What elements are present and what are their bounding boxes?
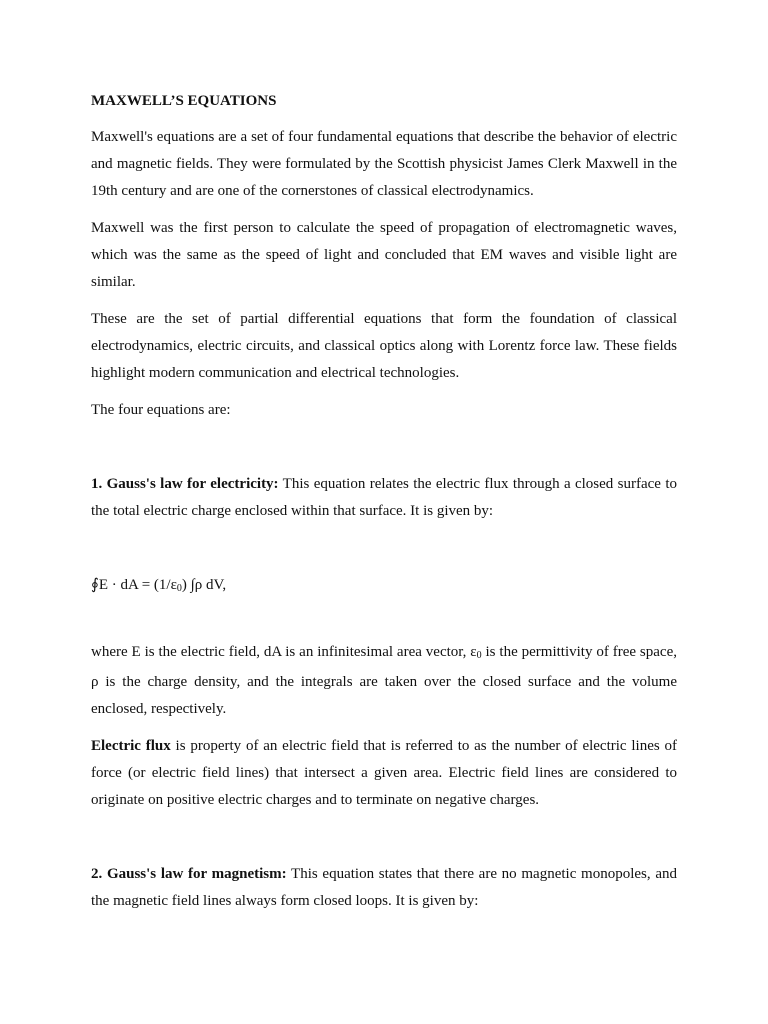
- spacer: [91, 535, 677, 572]
- spacer: [91, 602, 677, 639]
- document-page: [91, 88, 677, 925]
- intro-paragraph-2: Maxwell was the first person to calculate the speed of propagation of electromagnetic waves, which was the same as the speed of light and concluded that EM waves and visible light are similar.: [91, 220, 677, 290]
- equation-part-post: ) ∫ρ dV,: [181, 577, 227, 593]
- electric-flux-paragraph: [91, 733, 677, 814]
- electric-flux-term: Electric flux: [91, 738, 171, 754]
- gauss-electricity-equation: [91, 572, 677, 602]
- document-title: MAXWELL’S EQUATIONS: [91, 93, 277, 109]
- where-text-pre: where E is the electric field, dA is an infinitesimal area vector, ε: [91, 644, 477, 660]
- where-text-post: is the permittivity of free space, ρ is the charge density, and the integrals are taken over the closed surface and the volume enclosed, respectively.: [91, 644, 677, 717]
- section-2-heading: 2. Gauss's law for magnetism:: [91, 866, 287, 882]
- spacer: [91, 824, 677, 861]
- where-subscript: 0: [476, 650, 482, 661]
- equation-part-pre: ∮E · dA = (1/ε: [91, 577, 177, 593]
- electric-flux-text: is property of an electric field that is referred to as the number of electric lines of force (or electric field lines) that intersect a given area. Electric field lines are considered to originate on positive electric charges and to terminate on negative charges.: [91, 738, 677, 808]
- intro-paragraph-4: The four equations are:: [91, 402, 231, 418]
- section-1-heading: 1. Gauss's law for electricity:: [91, 476, 279, 492]
- intro-paragraph-3: These are the set of partial differential equations that form the foundation of classical electrodynamics, electric circuits, and classical optics along with Lorentz force law. These fields highlight modern communication and electrical technologies.: [91, 311, 677, 381]
- equation-subscript: 0: [176, 583, 182, 594]
- spacer: [91, 434, 677, 471]
- intro-paragraph-1: Maxwell's equations are a set of four fundamental equations that describe the behavior of electric and magnetic fields. They were formulated by the Scottish physicist James Clerk Maxwell in the 19th century and are one of the cornerstones of classical electrodynamics.: [91, 129, 677, 199]
- section-2-text: This equation states that there are no magnetic monopoles, and the magnetic field lines always form closed loops. It is given by:: [91, 866, 678, 909]
- section-1-paragraph: [91, 471, 677, 525]
- where-paragraph: [91, 639, 677, 723]
- section-1-text: This equation relates the electric flux through a closed surface to the total electric charge enclosed within that surface. It is given by:: [91, 476, 677, 519]
- section-2-paragraph: [91, 861, 677, 915]
